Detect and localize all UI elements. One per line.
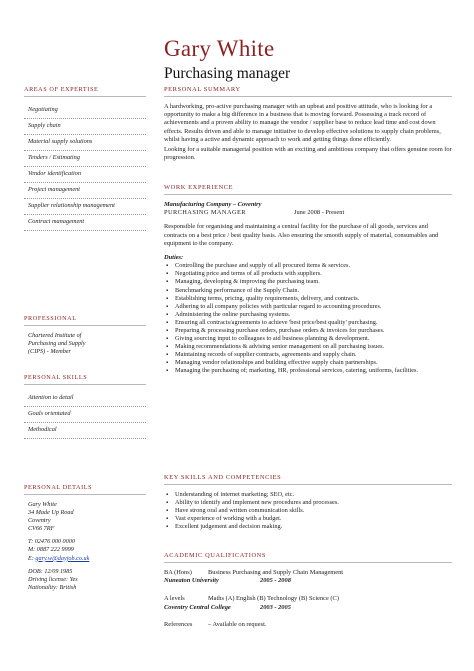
skill-item: Methodical <box>24 423 146 439</box>
duty-item: ▪ Managing, developing & improving the purchasing team. <box>175 278 452 286</box>
references-row <box>164 621 452 629</box>
expertise-item: Supplier relationship management <box>24 199 146 215</box>
expertise-item: Contract management <box>24 215 146 231</box>
alevels-subjects: Maths (A) English (B) Technology (B) Science (C) <box>208 595 339 603</box>
experience-section <box>164 184 452 376</box>
duty-item: ▪ Controlling the purchase and supply of all procured items & services. <box>175 262 452 270</box>
role-dates: June 2008 - Present <box>294 209 345 217</box>
duty-item: ▪ Managing the purchasing of; marketing, HR, professional services, catering, uniforms, facilities. <box>175 367 452 375</box>
details-email-row <box>24 555 146 563</box>
college-years: 2003 - 2005 <box>260 603 291 611</box>
employer: Manufacturing Company – Coventry <box>164 201 262 208</box>
details-address: 34 Made Up Road <box>28 509 74 517</box>
key-skill-item: ▪ Vast experience of working with a budget. <box>175 515 452 523</box>
references-label: References <box>164 620 193 628</box>
professional-line: (CIPS) - Member <box>28 348 71 356</box>
key-skills-heading: KEY SKILLS AND COMPETENCIES <box>164 474 452 485</box>
duty-item: ▪ Managing vendor relationships and building effective supply chain partnerships. <box>175 359 452 367</box>
duty-item: ▪ Ensuring all contracts/agreements to achieve 'best price/best quality' purchasing. <box>175 319 452 327</box>
duty-item: ▪ Administering the online purchasing systems. <box>175 311 452 319</box>
skill-item: Goals orientated <box>24 407 146 423</box>
experience-heading: WORK EXPERIENCE <box>164 184 452 195</box>
expertise-item: Material supply solutions <box>24 135 146 151</box>
summary-paragraph: A hardworking, pro-active purchasing manager with an upbeat and positive attitude, who is looking for a opportunity to make a big difference in a business that is moving forward. Possessing a track record of achievements and a proven ability to manage the vendor / supplier base to reduce lead time and cost down effects. Results driven and able to manage initiative to develop effective solutions to supply chain problems, whilst having a active and dynamic approach to work and getting things done efficiently. <box>164 103 441 143</box>
role-title: PURCHASING MANAGER <box>164 209 246 217</box>
candidate-name: Gary White <box>164 36 275 61</box>
personal-details-heading: PERSONAL DETAILS <box>24 484 146 495</box>
duty-item: ▪ Making recommendations & advising senior management on all purchasing issues. <box>175 343 452 351</box>
key-skill-item: ▪ Ability to identify and implement new procedures and processes. <box>175 499 452 507</box>
key-skills-section <box>164 474 452 531</box>
details-city: Coventry <box>28 517 51 525</box>
details-email-prefix: E: <box>28 554 36 562</box>
duty-item: ▪ Benchmarking performance of the Supply Chain. <box>175 287 452 295</box>
personal-skills-heading: PERSONAL SKILLS <box>24 374 146 385</box>
expertise-item: Negotiating <box>24 103 146 119</box>
duties-list <box>164 262 452 375</box>
college-row <box>164 604 452 612</box>
college-name: Coventry Central College <box>164 603 231 611</box>
duty-item: ▪ Negotiating price and terms of all products with suppliers. <box>175 270 452 278</box>
degree-subject: Business Purchasing and Supply Chain Management <box>208 569 344 576</box>
alevels-label: A levels <box>164 595 185 603</box>
expertise-item: Vendor identification <box>24 167 146 183</box>
qualifications-section <box>164 552 452 629</box>
expertise-section <box>24 86 146 231</box>
job-title: Purchasing manager <box>164 65 291 82</box>
details-licence: Driving license: Yes <box>28 575 78 583</box>
key-skill-item: ▪ Understanding of internet marketing; SEO, etc. <box>175 491 452 499</box>
qualifications-heading: ACADEMIC QUALIFICATIONS <box>164 552 452 563</box>
role-row <box>164 209 452 217</box>
details-nationality: Nationality: British <box>28 583 77 591</box>
expertise-item: Project management <box>24 183 146 199</box>
duty-item: ▪ Adhering to all company policies with particular regard to accounting procedures. <box>175 303 452 311</box>
duties-label: Duties: <box>164 254 184 262</box>
university-row <box>164 577 452 585</box>
key-skill-item: ▪ Excellent judgement and decision making. <box>175 523 452 531</box>
duty-item: ▪ Giving sourcing input to colleagues to aid business planning & development. <box>175 335 452 343</box>
professional-line: Chartered Institute of <box>28 332 82 339</box>
references-text: – Available on request. <box>208 620 267 628</box>
alevels-row <box>164 595 452 603</box>
university-years: 2005 - 2008 <box>260 577 291 585</box>
professional-line: Purchasing and Supply <box>28 340 86 348</box>
details-dob: DOB: 12/09 1985 <box>28 567 73 575</box>
expertise-heading: AREAS OF EXPERTISE <box>24 86 146 97</box>
skill-item: Attention to detail <box>24 391 146 407</box>
key-skills-list <box>164 491 452 531</box>
expertise-item: Supply chain <box>24 119 146 135</box>
degree-row <box>164 569 452 577</box>
role-intro: Responsible for organising and maintaining a central facility for the purchase of all goods, services and contracts on a best price / best quality basis. Also ensuring the smooth supply of material, consumables and equipment to the company. <box>164 223 439 247</box>
professional-section <box>24 315 146 356</box>
summary-paragraph-2: Looking for a suitable managerial position with an exciting and ambitious company that offers genuine room for progression. <box>164 146 452 162</box>
details-phone: T: 02476 000 0000 <box>28 538 75 546</box>
details-mobile: M: 0887 222 9999 <box>28 546 74 554</box>
personal-skills-section <box>24 374 146 439</box>
expertise-item: Tenders / Estimating <box>24 151 146 167</box>
details-name: Gary White <box>28 501 57 508</box>
summary-section <box>164 86 452 162</box>
summary-heading: PERSONAL SUMMARY <box>164 86 452 97</box>
professional-heading: PROFESSIONAL <box>24 315 146 326</box>
details-postcode: CV66 7RF <box>28 525 55 533</box>
degree-type: BA (Hons) <box>164 569 192 576</box>
email-link[interactable]: gary.w@dayjob.co.uk <box>35 554 90 562</box>
duty-item: ▪ Maintaining records of supplier contracts, agreements and supply chain. <box>175 351 452 359</box>
university-name: Nuneaton University <box>164 577 219 585</box>
duty-item: ▪ Establishing terms, pricing, quality requirements, delivery, and contracts. <box>175 295 452 303</box>
key-skill-item: ▪ Have strong oral and written communication skills. <box>175 507 452 515</box>
personal-details-section <box>24 484 146 592</box>
duty-item: ▪ Preparing & processing purchase orders, purchase orders & invoices for purchases. <box>175 327 452 335</box>
